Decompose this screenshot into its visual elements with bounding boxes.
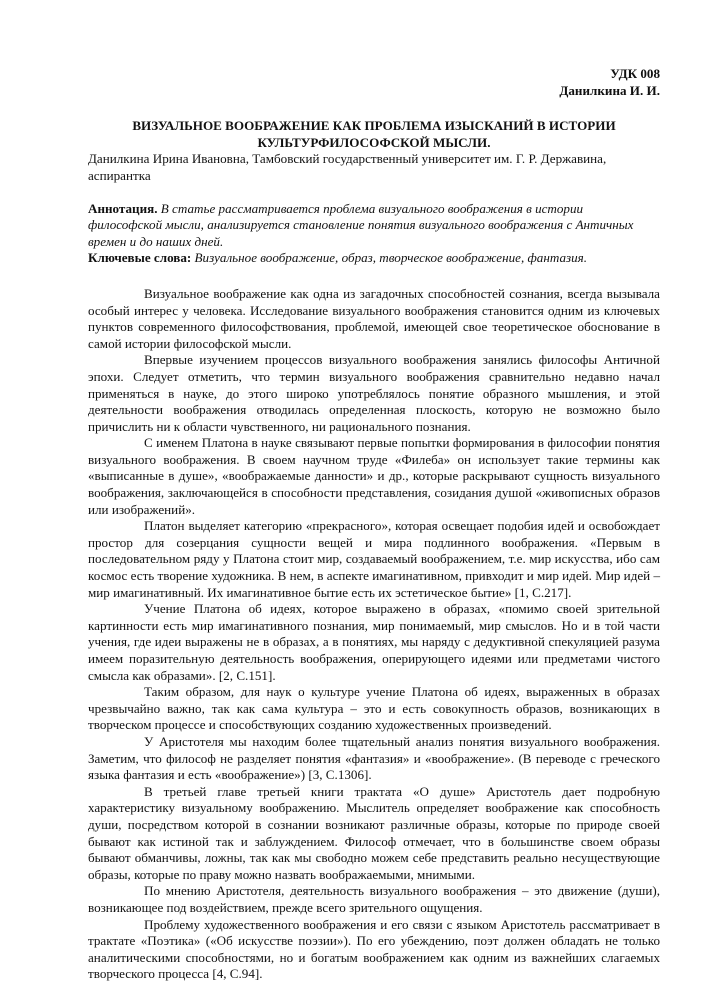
udk-code: УДК 008 <box>610 66 660 81</box>
paragraph: Визуальное воображение как одна из загадочных способностей сознания, всегда вызывала особый интерес у человека. Исследование визуального воображения становится одним из ключевых пунктов современного философствования, проблемой, имеющей свое теоретическое обоснование в самой истории философской мысли. <box>88 285 660 351</box>
document-page <box>88 66 660 983</box>
paragraph: Таким образом, для наук о культуре учение Платона об идеях, выраженных в образах чрезвычайно важно, так как сама культура – это и есть совокупность образов, возникающих в творческом процессе и способствующих созданию художественных произведений. <box>88 684 660 733</box>
paragraph: Учение Платона об идеях, которое выражено в образах, «помимо своей зрительной картинности есть мир имагинативного познания, мир понимаемый, мир смыслов. Но и в той части учения, где идеи выражены не в образах, а в понятиях, мы наряду с дедуктивной спекуляцией разума имеем поразительную деятельность воображения, оперирующего идеями или предметами чистого смысла как образами». [2, С.151]. <box>88 601 660 683</box>
annotation <box>88 201 660 251</box>
keywords-label: Ключевые слова: <box>88 250 192 266</box>
paragraph: Проблему художественного воображения и его связи с языком Аристотель рассматривает в трактате «Поэтика» («Об искусстве поэзии»). По его убеждению, поэт должен обладать не только аналитическими способностями, но и богатым воображением как одним из важнейших слагаемых творческого процесса [4, С.94]. <box>88 916 660 982</box>
article-title: ВИЗУАЛЬНОЕ ВООБРАЖЕНИЕ КАК ПРОБЛЕМА ИЗЫСКАНИЙ В ИСТОРИИ КУЛЬТУРФИЛОСОФСКОЙ МЫСЛИ. <box>132 118 616 150</box>
article-body <box>88 286 660 983</box>
keywords-text: Визуальное воображение, образ, творческое воображение, фантазия. <box>191 250 588 266</box>
paragraph: Впервые изучением процессов визуального воображения занялись философы Античной эпохи. Следует отметить, что термин визуального воображения сравнительно недавно начал применяться в науке, до этого широко употреблялось понятие образного мышления, и этой деятельности воображения отводилась определенная плоскость, которую не возможно было причислить ни к области чувственного, ни рационального познания. <box>88 352 660 434</box>
paragraph: Платон выделяет категорию «прекрасного», которая освещает подобия идей и освобождает простор для созерцания сущности вещей и мира подлинного воображения. «Первым в последовательном ряду у Платона стоит мир, создаваемый воображением, т.е. мир искусства, ибо сам космос есть творение художника. В нем, в аспекте имагинативном, привходит и мир идей. Мир идей – мир имагинативный. Их имагинативное бытие есть их эстетическое бытие» [1, С.217]. <box>88 518 660 600</box>
paragraph: У Аристотеля мы находим более тщательный анализ понятия визуального воображения. Заметим, что философ не разделяет понятия «фантазия» и «воображение». (В переводе с греческого языка фантазия и есть «воображение») [3, С.1306]. <box>88 733 660 783</box>
annotation-label: Аннотация. <box>88 200 158 216</box>
paragraph: По мнению Аристотеля, деятельность визуального воображения – это движение (души), возникающее под воздействием, прежде всего зрительного ощущения. <box>88 883 660 915</box>
paragraph: В третьей главе третьей книги трактата «О душе» Аристотель дает подробную характеристику визуальному воображению. Мыслитель определяет воображение как способность души, посредством которой в сознании возникают различные образы, которые по природе своей бывают как истиной так и заблуждением. Философ отмечает, что в большинстве своем образы бывают обманчивы, ложны, так как мы свободно можем себе представить реально несуществующие образы, которые по праву можно назвать воображаемыми, мнимыми. <box>88 783 660 882</box>
spacer <box>88 185 660 201</box>
paragraph: С именем Платона в науке связывают первые попытки формирования в философии понятия визуального воображения. В своем научном труде «Филеба» он использует такие термины как «выписанные в душе», «воображаемые данности» и др., которые раскрывают сущность визуального воображения, заключающейся в способности представления, созидания душой «живописных образов или изображений». <box>88 435 660 517</box>
annotation-text: В статье рассматривается проблема визуального воображения в истории философской мысли, анализируется становление понятия визуального воображения с Античных времен и до наших дней. <box>88 200 634 249</box>
author-affiliation: Данилкина Ирина Ивановна, Тамбовский государственный университет им. Г. Р. Державина, аспирантка <box>88 151 607 183</box>
author-short-name: Данилкина И. И. <box>559 82 660 98</box>
keywords <box>88 250 660 267</box>
